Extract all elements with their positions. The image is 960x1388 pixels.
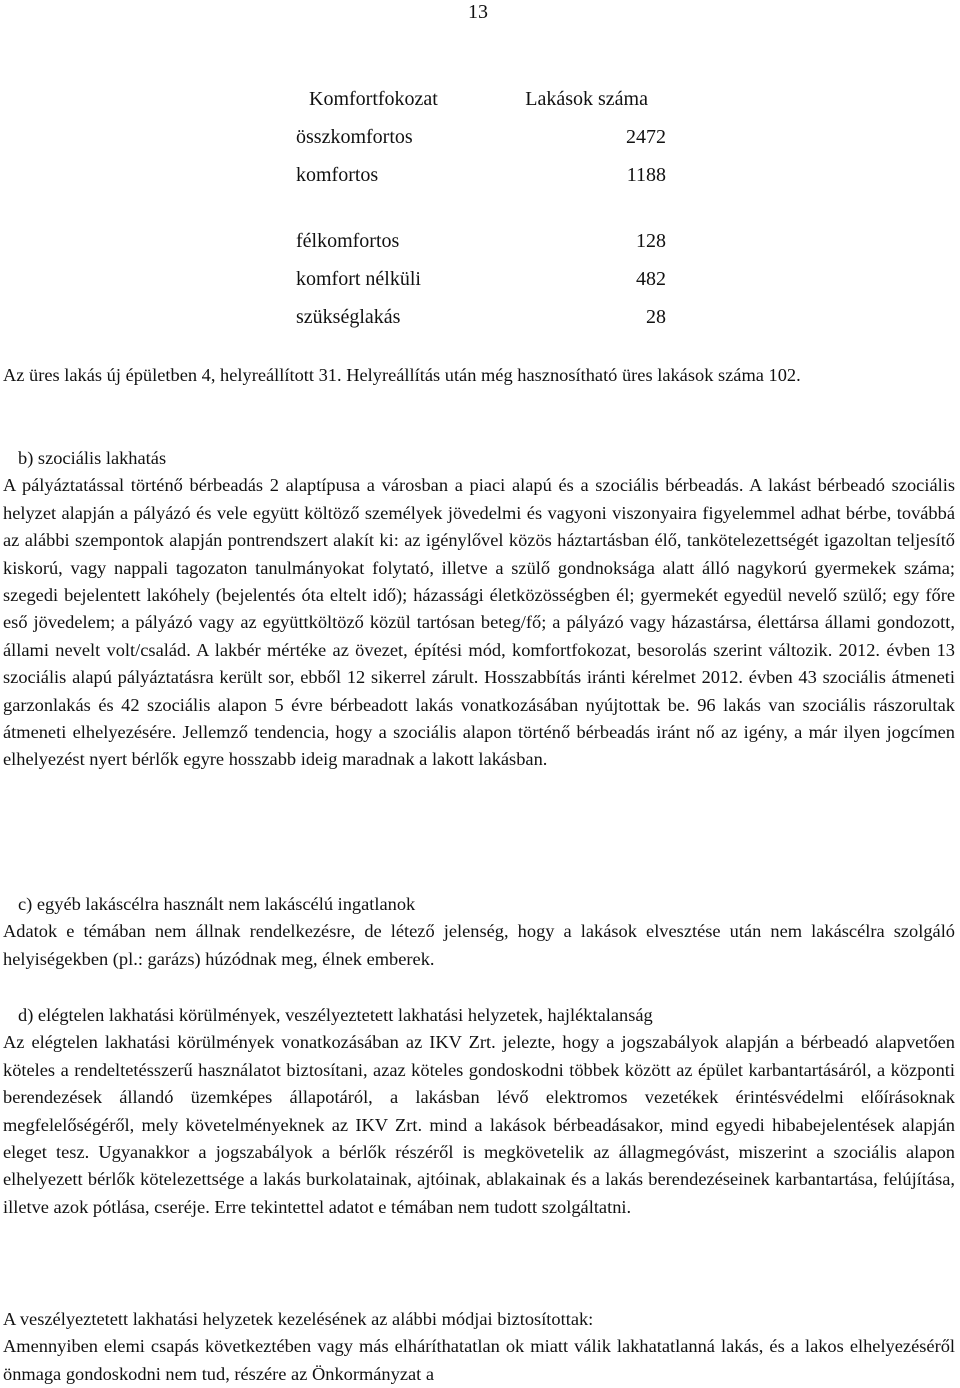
table-row-value: 28 <box>646 305 666 328</box>
table-row-label: komfort nélküli <box>296 267 421 290</box>
section-c <box>3 891 955 973</box>
endangered-housing-intro: A veszélyeztetett lakhatási helyzetek kezelésének az alábbi módjai biztosítottak: <box>3 1309 594 1329</box>
section-b-body: A pályáztatással történő bérbeadás 2 alaptípusa a városban a piaci alapú és a szociális bérbeadás. A lakást bérbeadó szociális helyzet alapján a pályázó és vele együtt költöző személyek jövedelmi és vagyoni viszonyaira figyelemmel adhat bérbe, továbbá az alábbi szempontok alapján pontrendszert alakít ki: az igénylővel közös háztartásban élő, tankötelezettségét igazoltan teljesítő kiskorú, vagy nappali tagozaton tanulmányokat folytató, illetve a szülő gondnoksága alatt álló nagykorú gyermekek száma; szegedi bejelentett lakóhely (bejelentés óta eltelt idő); házassági életközösségben él; gyermekét egyedül nevelő szülő; egy főre eső jövedelem; a pályázó vagy az együttköltöző közül tartósan beteg/fő; a pályázó vagy házastársa, élettársa állami gondozott, állami nevelt volt/család. A lakbér mértéke az övezet, építési mód, komfortfokozat, besorolás szerint változik. 2012. évben 13 szociális alapú pályáztatásra került sor, ebből 12 sikerrel zárult. Hosszabbítás iránti kérelmet 2012. évben 43 szociális átmeneti garzonlakás és 42 szociális alapon 5 évre bérbeadott lakás vonatkozásában nyújtottak be. 96 lakás van szociális rászorultak átmeneti elhelyezésére. Jellemző tendencia, hogy a szociális alapon történő bérbeadás iránt nő az igény, a már ilyen jogcímen elhelyezést nyert bérlők egyre hosszabb ideig maradnak a lakott lakásban. <box>3 475 955 770</box>
vacant-apartments-paragraph <box>3 362 955 389</box>
table-row-label: komfortos <box>296 163 379 186</box>
table-row-label: félkomfortos <box>296 229 400 252</box>
table-header-row <box>296 80 671 118</box>
housing-comfort-table <box>296 80 671 336</box>
endangered-housing-body: Amennyiben elemi csapás következtében vagy más elháríthatatlan ok miatt válik lakhatatlanná lakás, és a lakos elhelyezéséről önmaga gondoskodni nem tud, részére az Önkormányzat a <box>3 1336 955 1384</box>
table-row-value: 128 <box>636 229 666 252</box>
table-header-apartment-count: Lakások száma <box>525 87 648 110</box>
section-d-body: Az elégtelen lakhatási körülmények vonatkozásában az IKV Zrt. jelezte, hogy a jogszabályok alapján a bérbeadó alapvetően köteles a rendeltetésszerű használatot biztosítani, azaz köteles gondoskodni többek között az épület karbantartásáról, a központi berendezések állandó üzemképes állapotáról, a lakásban lévő elektromos vezetékek érintésvédelmi előírásoknak megfelelőségéről, mely követelményeknek az IKV Zrt. mind a lakások bérbeadásakor, mind egyedi hibabejelentések alapján eleget tesz. Ugyanakkor a jogszabályok a bérlők részéről is megkövetelik az állagmegóvást, miszerint a szociális alapon elhelyezett bérlők kötelezettsége a lakás burkolatainak, ajtóinak, ablakainak és a lakás berendezéseinek karbantartása, felújítása, illetve azok pótlása, cseréje. Erre tekintettel adatot e témában nem tudott szolgáltatni. <box>3 1032 955 1217</box>
table-row-value: 482 <box>636 267 666 290</box>
section-b-heading: b) szociális lakhatás <box>18 448 167 468</box>
section-endangered-housing <box>3 1306 955 1388</box>
table-row-value: 2472 <box>626 125 666 148</box>
page-number: 13 <box>468 1 488 23</box>
table-row-label: összkomfortos <box>296 125 413 148</box>
table-row <box>296 156 671 194</box>
table-row <box>296 298 671 336</box>
section-d <box>3 1002 955 1221</box>
table-row-value: 1188 <box>626 163 666 186</box>
vacant-apartments-text: Az üres lakás új épületben 4, helyreállított 31. Helyreállítás után még hasznosítható üres lakások száma 102. <box>3 365 801 385</box>
table-row <box>296 118 671 156</box>
section-d-heading: d) elégtelen lakhatási körülmények, veszélyeztetett lakhatási helyzetek, hajléktalanság <box>18 1005 653 1025</box>
section-c-body: Adatok e témában nem állnak rendelkezésre, de létező jelenség, hogy a lakások elvesztése után nem lakáscélra szolgáló helyiségekben (pl.: garázs) húzódnak meg, élnek emberek. <box>3 921 955 969</box>
table-row-label: szükséglakás <box>296 305 401 328</box>
table-row <box>296 222 671 260</box>
table-header-comfort-level: Komfortfokozat <box>309 87 438 110</box>
section-b <box>3 445 955 774</box>
table-row <box>296 260 671 298</box>
section-c-heading: c) egyéb lakáscélra használt nem lakáscélú ingatlanok <box>18 894 416 914</box>
